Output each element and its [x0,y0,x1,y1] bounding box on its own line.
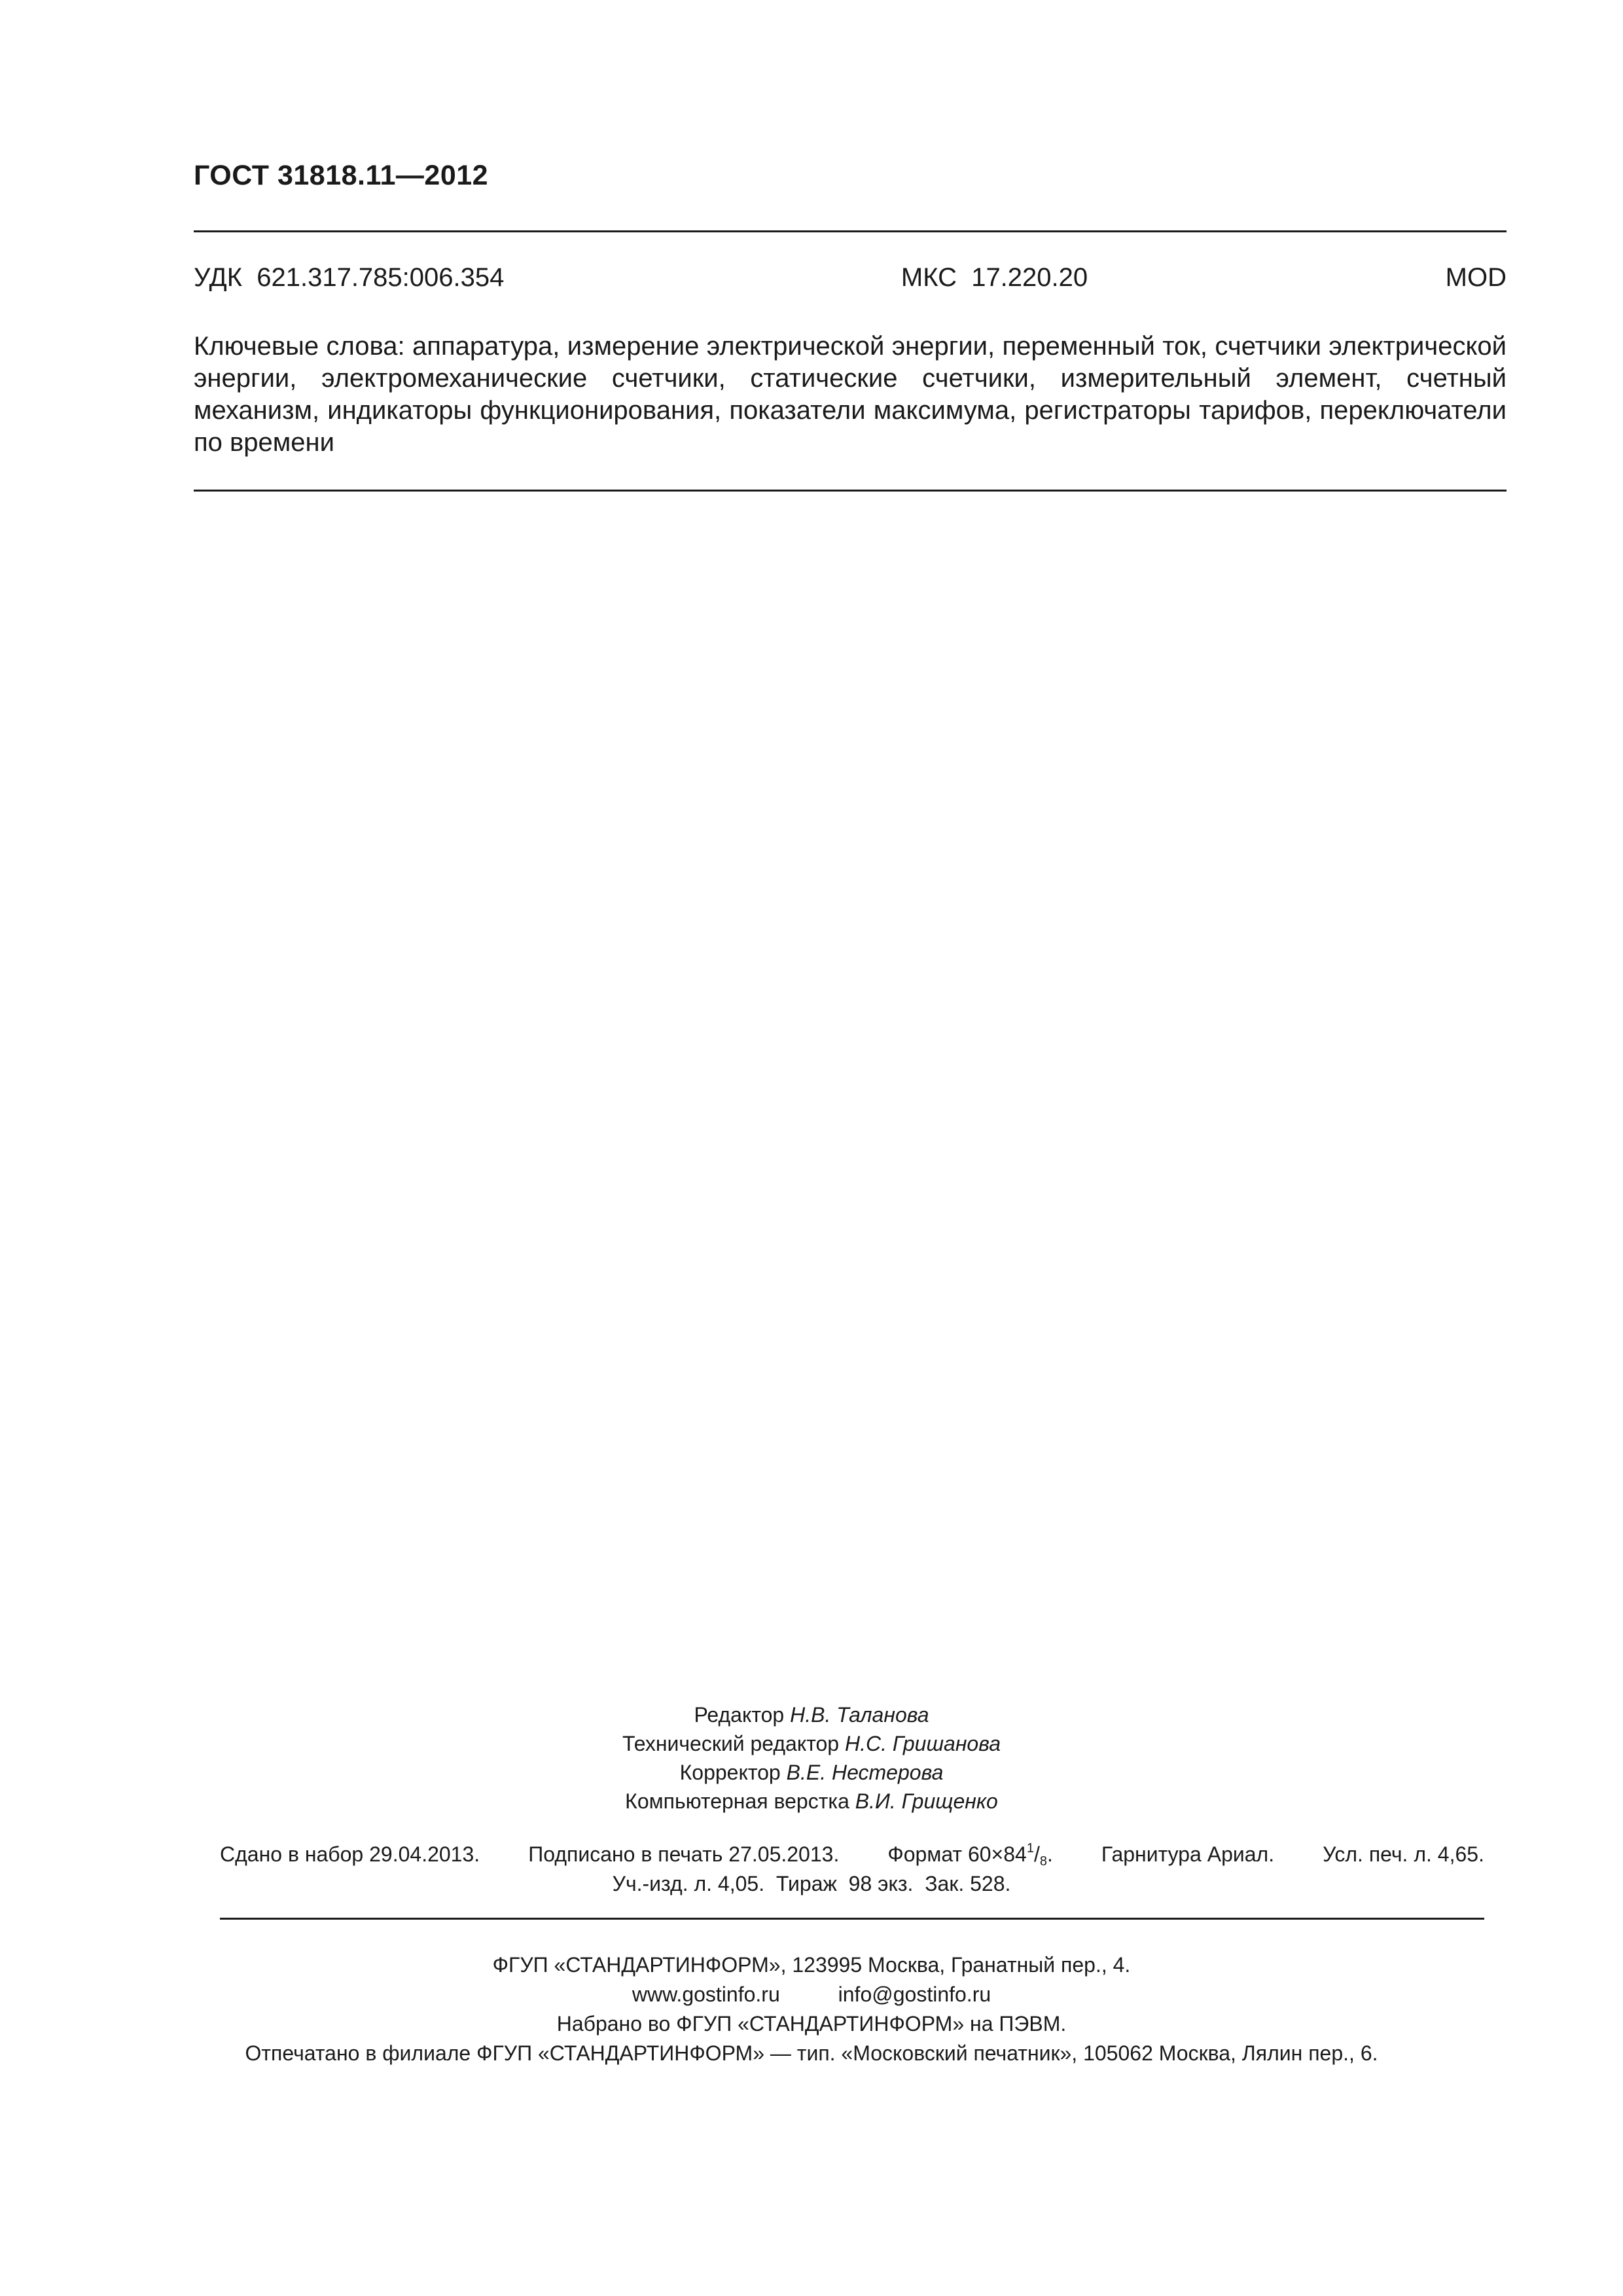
credit-tech-editor [0,1729,1623,1758]
signed-date: Подписано в печать 27.05.2013. [528,1842,840,1866]
document-id: ГОСТ 31818.11—2012 [194,160,489,191]
credit-corrector [0,1758,1623,1787]
credit-role: Технический редактор [622,1732,845,1755]
keywords-paragraph: Ключевые слова: аппаратура, измерение электрической энергии, переменный ток, счетчики электрической энергии, электромеханические счетчики, статические счетчики, измерительный элемент, счетный механизм, индикаторы функционирования, показатели максимума, регистраторы тарифов, переключатели по времени [194,332,1507,457]
print-sheets: Усл. печ. л. 4,65. [1323,1842,1484,1866]
classification-row [194,263,1507,293]
edition-details: Уч.-изд. л. 4,05. Тираж 98 экз. Зак. 528. [612,1872,1011,1895]
publisher-contacts [0,1980,1623,2009]
website-link[interactable]: www.gostinfo.ru [632,1982,780,2006]
credit-name: В.И. Грищенко [855,1789,998,1813]
keywords-divider [194,490,1507,492]
credit-role: Корректор [679,1761,787,1784]
typeface: Гарнитура Ариал. [1101,1842,1275,1866]
print-details [220,1842,1484,1867]
printed-note: Отпечатано в филиале ФГУП «СТАНДАРТИНФОРМ» — тип. «Московский печатник», 105062 Москва, Лялин пер., 6. [245,2041,1378,2065]
mod-label: MOD [1445,263,1507,292]
top-divider [194,230,1507,232]
credit-name: Н.С. Гришанова [844,1732,1001,1755]
imprint-divider [220,1918,1484,1920]
submitted-date: Сдано в набор 29.04.2013. [220,1842,480,1866]
credit-name: В.Е. Нестерова [786,1761,944,1784]
publisher-address: ФГУП «СТАНДАРТИНФОРМ», 123995 Москва, Гранатный пер., 4. [492,1953,1131,1977]
udc-code: УДК 621.317.785:006.354 [194,263,505,292]
email-link[interactable]: info@gostinfo.ru [838,1982,991,2006]
credit-role: Компьютерная верстка [625,1789,855,1813]
paper-format: Формат $60\times 84^1/_8$. [887,1841,1053,1869]
credit-layout [0,1787,1623,1816]
typeset-note: Набрано во ФГУП «СТАНДАРТИНФОРМ» на ПЭВМ. [556,2012,1067,2036]
credit-role: Редактор [694,1703,791,1727]
credit-name: Н.В. Таланова [790,1703,929,1727]
publisher-block [0,1950,1623,2068]
mks-code: МКС 17.220.20 [901,263,1088,292]
credit-editor [0,1700,1623,1729]
credits-block [0,1700,1623,1816]
